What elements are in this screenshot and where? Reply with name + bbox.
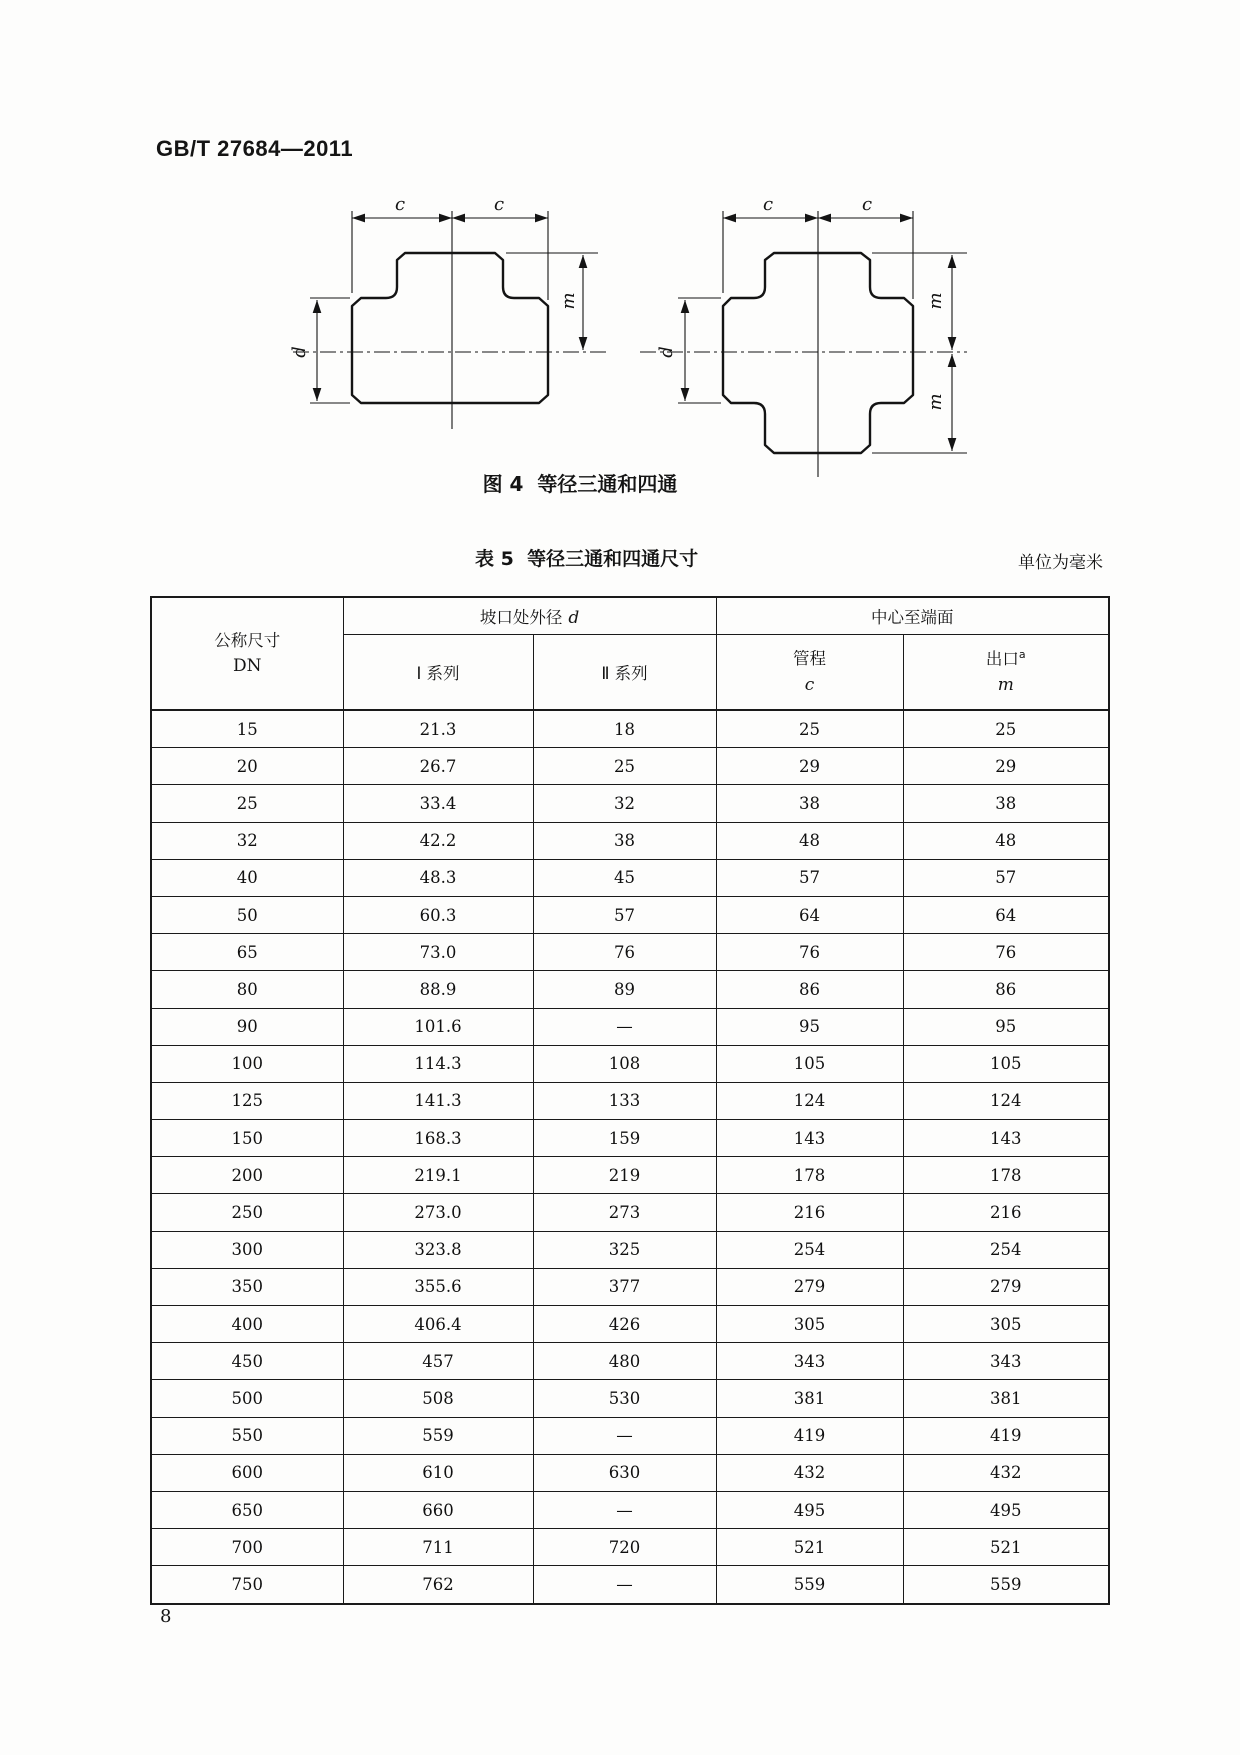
table-cell: 25 [533,748,716,785]
table-cell: 42.2 [343,822,533,859]
header-series-2: Ⅱ 系列 [533,635,716,711]
cross-dim-label-d: d [656,346,677,358]
table-cell: 216 [903,1194,1109,1231]
table-cell: 100 [151,1045,343,1082]
table-cell: 630 [533,1454,716,1491]
cross-dim-label-m-bottom: m [925,393,946,411]
table-cell: 508 [343,1380,533,1417]
header-var-m: m [997,674,1014,695]
dimension-table-body [151,710,1109,1604]
table-cell: 33.4 [343,785,533,822]
table-cell: 279 [903,1268,1109,1305]
table-cell: 530 [533,1380,716,1417]
table-cell: 350 [151,1268,343,1305]
table-row [151,934,1109,971]
table-cell: 381 [903,1380,1109,1417]
table-cell: 48.3 [343,859,533,896]
table-cell: 76 [533,934,716,971]
table-cell: 610 [343,1454,533,1491]
tee-dimension-lines [293,211,609,429]
header-nominal-size-dn: DN [232,656,262,677]
table-row [151,1454,1109,1491]
header-outlet-m: 出口$^a$ m [903,635,1109,711]
cross-dimension-lines [640,211,967,477]
table-cell: 38 [533,822,716,859]
table-cell: 143 [716,1120,903,1157]
table-cell: 343 [903,1343,1109,1380]
table-cell: 273 [533,1194,716,1231]
table-cell: 305 [903,1306,1109,1343]
standard-code: GB/T 27684—2011 [156,136,354,161]
table-row [151,1120,1109,1157]
table-cell: 32 [533,785,716,822]
table-cell: 101.6 [343,1008,533,1045]
table-cell: 559 [343,1417,533,1454]
table-row [151,1082,1109,1119]
table-cell: 559 [903,1566,1109,1604]
table-cell: 343 [716,1343,903,1380]
table-cell: 457 [343,1343,533,1380]
table-row [151,896,1109,933]
table-cell: 550 [151,1417,343,1454]
table-cell: 216 [716,1194,903,1231]
table-cell: 150 [151,1120,343,1157]
table-unit-note: 单位为毫米 [1018,553,1103,573]
table-cell: 38 [903,785,1109,822]
table-cell: 323.8 [343,1231,533,1268]
table-cell: 305 [716,1306,903,1343]
table-cell: 86 [716,971,903,1008]
table-cell: 178 [716,1157,903,1194]
tee-drawing [289,194,609,429]
header-var-d: d [568,608,580,628]
table-cell: 559 [716,1566,903,1604]
table-cell: 300 [151,1231,343,1268]
table-row [151,1380,1109,1417]
tee-outline [352,253,548,403]
table-cell: 700 [151,1529,343,1566]
figure-4-drawing [280,190,980,485]
table-cell: 377 [533,1268,716,1305]
table-cell: 400 [151,1306,343,1343]
table-row [151,859,1109,896]
table-cell: 124 [903,1082,1109,1119]
table-cell: 25 [903,710,1109,748]
cross-dim-label-c-left: c [762,194,774,215]
table-cell: 124 [716,1082,903,1119]
table-cell: 711 [343,1529,533,1566]
table-cell: 18 [533,710,716,748]
table-cell: 495 [903,1491,1109,1528]
figure-caption: 图 4 等径三通和四通 [482,472,678,496]
table-cell: — [533,1491,716,1528]
table-cell: 57 [716,859,903,896]
table-cell: 64 [903,896,1109,933]
table-cell: 355.6 [343,1268,533,1305]
table-cell: 419 [716,1417,903,1454]
table-cell: 426 [533,1306,716,1343]
page-number: 8 [160,1606,172,1627]
table-cell: 660 [343,1491,533,1528]
table-cell: 105 [903,1045,1109,1082]
table-cell: 65 [151,934,343,971]
table-cell: 406.4 [343,1306,533,1343]
table-row [151,710,1109,748]
table-cell: 26.7 [343,748,533,785]
table-header-group-row [151,597,1109,635]
dimension-table [150,596,1110,1605]
table-cell: 40 [151,859,343,896]
table-cell: 88.9 [343,971,533,1008]
table-cell: 32 [151,822,343,859]
table-row [151,1566,1109,1604]
footnote-marker-a: a [1018,647,1026,661]
table-cell: 381 [716,1380,903,1417]
tee-dim-label-c-right: c [493,194,505,215]
header-run-c: 管程 c [716,635,903,711]
table-cell: 219.1 [343,1157,533,1194]
header-var-c: c [804,674,815,695]
tee-dim-label-d: d [289,346,310,358]
table-cell: 450 [151,1343,343,1380]
table-cell: 48 [903,822,1109,859]
table-cell: — [533,1008,716,1045]
table-cell: 50 [151,896,343,933]
table-cell: 650 [151,1491,343,1528]
table-cell: 219 [533,1157,716,1194]
table-cell: 178 [903,1157,1109,1194]
table-cell: 720 [533,1529,716,1566]
table-cell: 200 [151,1157,343,1194]
table-cell: 86 [903,971,1109,1008]
table-cell: 57 [903,859,1109,896]
table-row [151,1491,1109,1528]
table-cell: 15 [151,710,343,748]
table-cell: 105 [716,1045,903,1082]
table-row [151,1045,1109,1082]
table-cell: 279 [716,1268,903,1305]
table-cell: — [533,1566,716,1604]
table-cell: 480 [533,1343,716,1380]
table-row [151,971,1109,1008]
table-cell: 45 [533,859,716,896]
table-cell: 273.0 [343,1194,533,1231]
table-row [151,1529,1109,1566]
table-cell: 762 [343,1566,533,1604]
table-cell: 95 [903,1008,1109,1045]
table-row [151,822,1109,859]
cross-dim-label-m-top: m [925,292,946,310]
table-cell: 90 [151,1008,343,1045]
cross-drawing [640,194,967,477]
table-cell: 80 [151,971,343,1008]
table-cell: 125 [151,1082,343,1119]
table-cell: 168.3 [343,1120,533,1157]
table-cell: 521 [716,1529,903,1566]
table-cell: 143 [903,1120,1109,1157]
table-cell: 29 [903,748,1109,785]
table-cell: 29 [716,748,903,785]
cross-dim-label-c-right: c [861,194,873,215]
table-cell: 73.0 [343,934,533,971]
table-cell: 25 [151,785,343,822]
table-cell: 114.3 [343,1045,533,1082]
tee-dim-label-m: m [558,292,579,310]
table-cell: 432 [716,1454,903,1491]
tee-dim-label-c-left: c [394,194,406,215]
table-cell: 159 [533,1120,716,1157]
table-cell: 500 [151,1380,343,1417]
table-cell: 76 [903,934,1109,971]
table-row [151,1417,1109,1454]
table-cell: — [533,1417,716,1454]
table-cell: 20 [151,748,343,785]
table-cell: 325 [533,1231,716,1268]
table-cell: 521 [903,1529,1109,1566]
table-cell: 254 [716,1231,903,1268]
table-cell: 38 [716,785,903,822]
header-outside-diameter-group: 坡口处外径 d [343,597,716,635]
table-cell: 750 [151,1566,343,1604]
table-cell: 57 [533,896,716,933]
table-cell: 600 [151,1454,343,1491]
table-row [151,1231,1109,1268]
table-row [151,785,1109,822]
header-nominal-size-cn: 公称尺寸 [214,630,281,650]
table-cell: 254 [903,1231,1109,1268]
table-cell: 25 [716,710,903,748]
table-cell: 89 [533,971,716,1008]
table-cell: 95 [716,1008,903,1045]
table-title: 表 5 等径三通和四通尺寸 [475,548,699,570]
table-row [151,748,1109,785]
table-cell: 141.3 [343,1082,533,1119]
table-cell: 250 [151,1194,343,1231]
table-cell: 432 [903,1454,1109,1491]
table-cell: 48 [716,822,903,859]
table-cell: 64 [716,896,903,933]
table-cell: 495 [716,1491,903,1528]
table-row [151,1343,1109,1380]
table-cell: 419 [903,1417,1109,1454]
table-row [151,1008,1109,1045]
table-row [151,1194,1109,1231]
table-row [151,1306,1109,1343]
table-row [151,1268,1109,1305]
header-nominal-size [151,597,343,710]
header-center-to-end-group: 中心至端面 [716,597,1109,635]
table-cell: 76 [716,934,903,971]
table-row [151,1157,1109,1194]
table-cell: 108 [533,1045,716,1082]
table-cell: 21.3 [343,710,533,748]
header-series-1: Ⅰ 系列 [343,635,533,711]
table-cell: 60.3 [343,896,533,933]
table-cell: 133 [533,1082,716,1119]
